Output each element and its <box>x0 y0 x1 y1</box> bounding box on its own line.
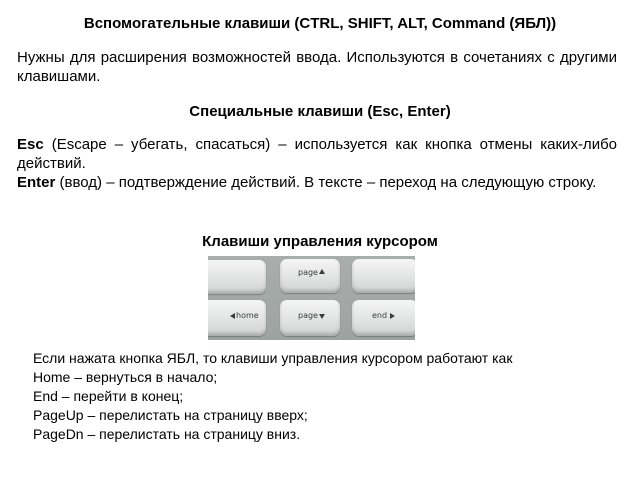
esc-text: (Escape – убегать, спасаться) – используется как кнопка отмены каких-либо действий. <box>17 136 617 172</box>
esc-description <box>17 135 617 173</box>
heading-cursor-keys: Клавиши управления курсором <box>202 233 438 250</box>
key-right-top <box>352 259 415 293</box>
cursor-keys-description <box>33 349 512 444</box>
cursor-line-pagedn: PageDn – перелистать на страницу вниз. <box>33 426 301 442</box>
enter-key-term: Enter <box>17 174 56 191</box>
home-label: home <box>236 311 259 320</box>
page-up-label: page <box>298 268 318 277</box>
key-left-top <box>208 260 266 294</box>
end-key <box>352 300 415 336</box>
end-label: end <box>372 311 388 320</box>
page-up-key <box>280 259 340 293</box>
enter-description <box>17 173 617 192</box>
cursor-line-home: Home – вернуться в начало; <box>33 369 218 385</box>
left-arrow-icon <box>230 313 235 319</box>
page-down-key <box>280 300 340 336</box>
heading-aux-keys: Вспомогательные клавиши (CTRL, SHIFT, ALT, Command (ЯБЛ)) <box>83 15 557 32</box>
esc-key-term: Esc <box>17 136 44 153</box>
down-arrow-icon <box>319 314 325 319</box>
cursor-line-end: End – перейти в конец; <box>33 388 184 404</box>
page-down-label: page <box>298 311 318 320</box>
home-key <box>208 300 266 336</box>
cursor-line-pageup: PageUp – перелистать на страницу вверх; <box>33 407 308 423</box>
cursor-keys-photo <box>208 256 415 340</box>
heading-special-keys: Специальные клавиши (Esc, Enter) <box>189 103 451 120</box>
aux-keys-description: Нужны для расширения возможностей ввода. Используются в сочетаниях с другими клавишами. <box>17 49 617 85</box>
right-arrow-icon <box>390 313 395 319</box>
up-arrow-icon <box>319 269 325 274</box>
enter-text: (ввод) – подтверждение действий. В тексте – переход на следующую строку. <box>55 174 597 191</box>
cursor-line-intro: Если нажата кнопка ЯБЛ, то клавиши управления курсором работают как <box>33 350 513 366</box>
